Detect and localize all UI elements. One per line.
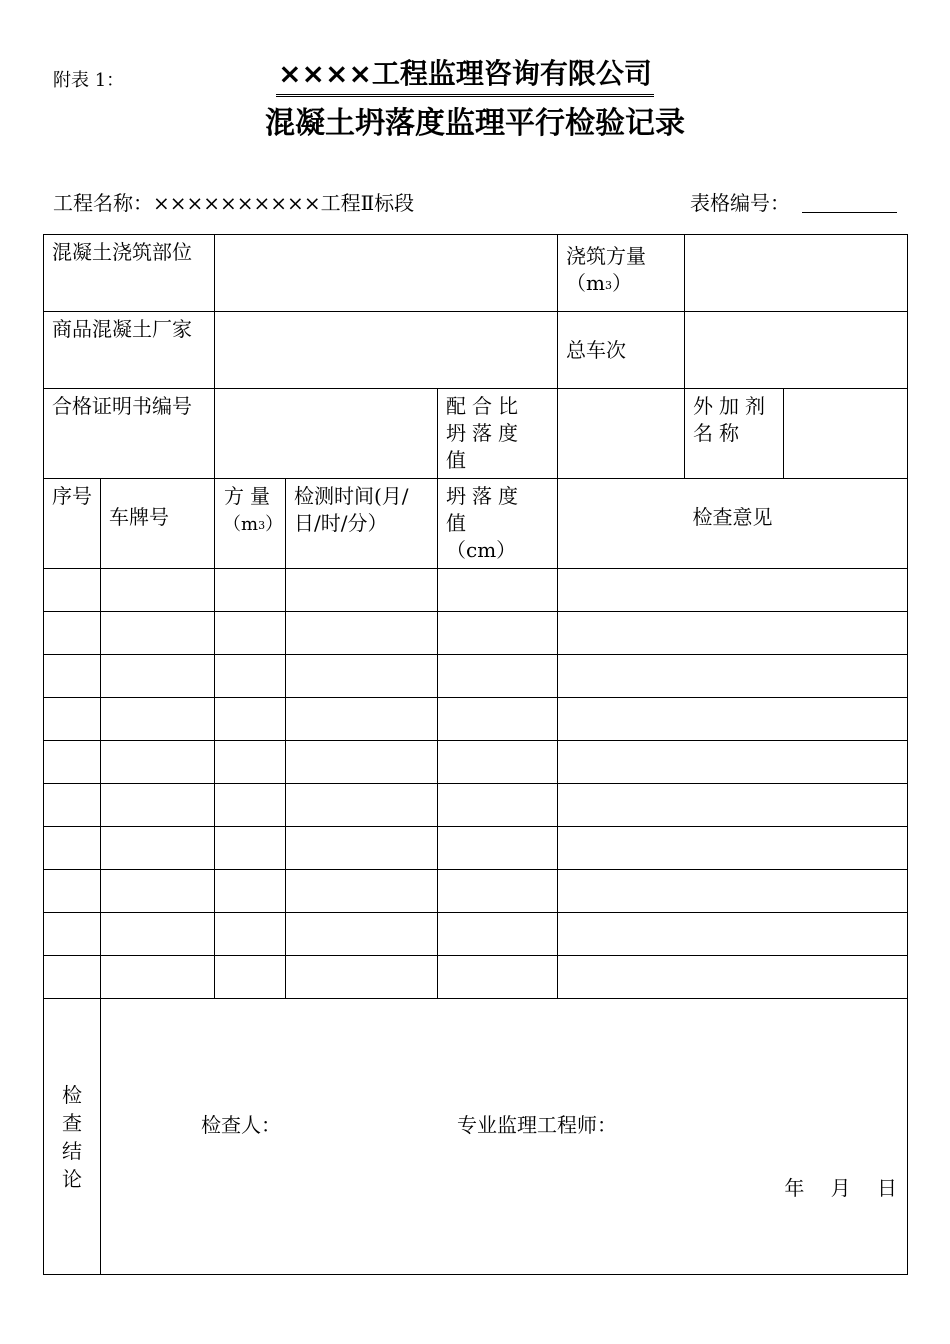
cell-seq[interactable] [44,870,101,913]
cell-opinion[interactable] [558,956,908,999]
page-title: 混凝土坍落度监理平行检验记录 [265,106,685,141]
cell-time[interactable] [286,784,438,827]
form-number-field[interactable] [802,212,897,213]
cell-volume[interactable] [215,741,286,784]
inspector-label: 检查人： [201,1113,281,1137]
table-row [44,655,908,698]
cell-volume[interactable] [215,956,286,999]
cell-slump[interactable] [438,827,558,870]
table-row [44,569,908,612]
total-trips-label: 总车次 [558,312,685,389]
col-plate: 车牌号 [101,479,215,569]
cell-volume[interactable] [215,827,286,870]
pour-volume-unit: （m3） [566,271,632,295]
cell-seq[interactable] [44,741,101,784]
mix-slump-value[interactable] [558,389,685,479]
cell-volume[interactable] [215,698,286,741]
cell-opinion[interactable] [558,569,908,612]
cell-time[interactable] [286,913,438,956]
cell-slump[interactable] [438,741,558,784]
col-seq: 序号 [44,479,101,569]
cell-plate[interactable] [101,956,215,999]
cell-volume[interactable] [215,569,286,612]
cell-seq[interactable] [44,569,101,612]
date-label: 年 月 日 [784,1176,898,1200]
col-slump: 坍落度值 （cm） [438,479,558,569]
col-volume: 方量 （m3） [215,479,286,569]
cell-time[interactable] [286,827,438,870]
cell-volume[interactable] [215,913,286,956]
cell-volume[interactable] [215,612,286,655]
pour-location-label: 混凝土浇筑部位 [44,235,215,312]
table-row [44,698,908,741]
appendix-label: 附表 1： [53,70,125,91]
company-name-text: ××××工程监理咨询有限公司 [276,52,654,97]
cell-slump[interactable] [438,655,558,698]
cell-time[interactable] [286,870,438,913]
table-row [44,913,908,956]
manufacturer-value[interactable] [215,312,558,389]
cell-opinion[interactable] [558,741,908,784]
cell-plate[interactable] [101,870,215,913]
table-row [44,827,908,870]
admixture-value[interactable] [784,389,908,479]
cell-time[interactable] [286,698,438,741]
cell-slump[interactable] [438,956,558,999]
pour-volume-value[interactable] [685,235,908,312]
cell-seq[interactable] [44,784,101,827]
cell-plate[interactable] [101,569,215,612]
table-row [44,612,908,655]
mix-slump-label: 配合比坍落度值 [438,389,558,479]
table-row [44,784,908,827]
cell-time[interactable] [286,741,438,784]
cert-no-label: 合格证明书编号 [44,389,215,479]
cell-plate[interactable] [101,741,215,784]
cell-slump[interactable] [438,870,558,913]
manufacturer-label: 商品混凝土厂家 [44,312,215,389]
cell-slump[interactable] [438,784,558,827]
cell-seq[interactable] [44,698,101,741]
col-time: 检测时间(月/日/时/分） [286,479,438,569]
cell-time[interactable] [286,569,438,612]
pour-location-value[interactable] [215,235,558,312]
cell-volume[interactable] [215,870,286,913]
cell-plate[interactable] [101,612,215,655]
cell-volume[interactable] [215,784,286,827]
form-number-label: 表格编号： [690,191,790,215]
cell-time[interactable] [286,612,438,655]
pour-volume-label [558,235,685,312]
cell-slump[interactable] [438,569,558,612]
cell-seq[interactable] [44,655,101,698]
cell-slump[interactable] [438,612,558,655]
cell-plate[interactable] [101,827,215,870]
cell-opinion[interactable] [558,784,908,827]
total-trips-value[interactable] [685,312,908,389]
cell-time[interactable] [286,956,438,999]
cell-plate[interactable] [101,784,215,827]
cell-time[interactable] [286,655,438,698]
cell-slump[interactable] [438,913,558,956]
cert-no-value[interactable] [215,389,438,479]
cell-plate[interactable] [101,913,215,956]
cell-volume[interactable] [215,655,286,698]
engineer-label: 专业监理工程师： [457,1113,617,1137]
inspection-table [43,234,908,1275]
conclusion-body[interactable] [101,999,908,1275]
cell-slump[interactable] [438,698,558,741]
cell-seq[interactable] [44,913,101,956]
cell-plate[interactable] [101,655,215,698]
cell-opinion[interactable] [558,698,908,741]
project-name: 工程名称：××××××××××工程Ⅱ标段 [53,191,415,215]
table-row [44,741,908,784]
col-opinion: 检查意见 [558,479,908,569]
cell-opinion[interactable] [558,913,908,956]
conclusion-label: 检查结论 [44,999,101,1275]
table-row [44,956,908,999]
cell-seq[interactable] [44,612,101,655]
cell-opinion[interactable] [558,870,908,913]
cell-seq[interactable] [44,827,101,870]
table-row [44,870,908,913]
cell-opinion[interactable] [558,827,908,870]
cell-seq[interactable] [44,956,101,999]
company-name [0,52,930,97]
admixture-label: 外加剂名称 [685,389,784,479]
pour-volume-text: 浇筑方量 [566,244,647,268]
cell-plate[interactable] [101,698,215,741]
cell-opinion[interactable] [558,655,908,698]
cell-opinion[interactable] [558,612,908,655]
